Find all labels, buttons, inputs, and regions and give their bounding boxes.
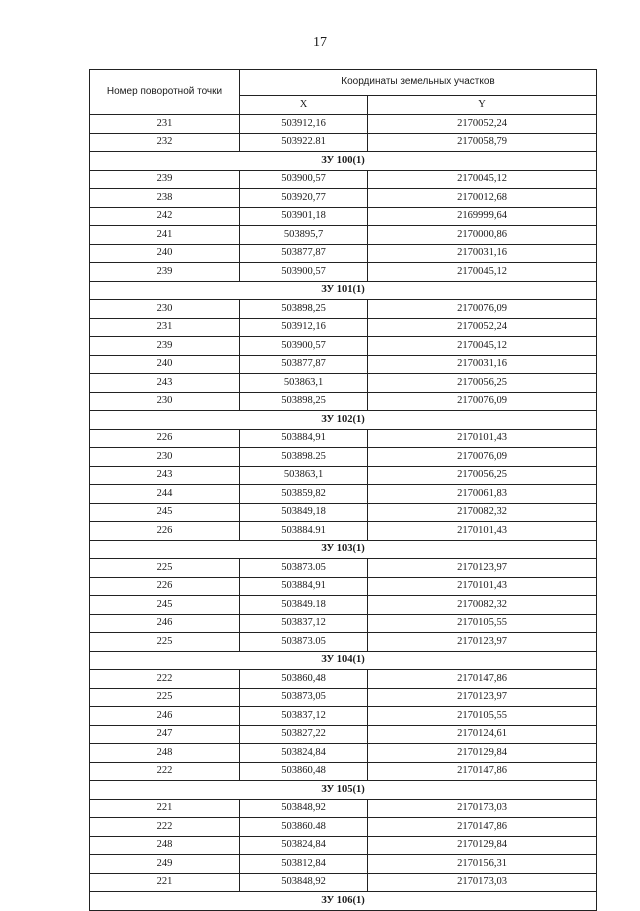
point-number-cell: 222 <box>90 762 240 781</box>
point-number-cell: 222 <box>90 670 240 689</box>
x-coordinate-cell: 503837,12 <box>240 614 368 633</box>
header-coordinates: Координаты земельных участков <box>240 70 597 96</box>
table-row <box>90 633 597 652</box>
y-coordinate-cell: 2170147,86 <box>368 762 597 781</box>
y-coordinate-cell: 2170105,55 <box>368 614 597 633</box>
page-number: 17 <box>313 35 327 50</box>
point-number-cell: 243 <box>90 374 240 393</box>
section-label: ЗУ 106(1) <box>90 892 597 911</box>
table-row <box>90 318 597 337</box>
y-coordinate-cell: 2170082,32 <box>368 596 597 615</box>
point-number-cell: 239 <box>90 170 240 189</box>
x-coordinate-cell: 503860,48 <box>240 762 368 781</box>
section-label: ЗУ 105(1) <box>90 781 597 800</box>
point-number-cell: 239 <box>90 263 240 282</box>
point-number-cell: 246 <box>90 614 240 633</box>
point-number-cell: 242 <box>90 207 240 226</box>
x-coordinate-cell: 503884.91 <box>240 522 368 541</box>
x-coordinate-cell: 503873.05 <box>240 633 368 652</box>
x-coordinate-cell: 503873,05 <box>240 688 368 707</box>
point-number-cell: 248 <box>90 744 240 763</box>
section-row <box>90 651 597 670</box>
table-header <box>90 70 597 115</box>
x-coordinate-cell: 503900,57 <box>240 263 368 282</box>
x-coordinate-cell: 503860,48 <box>240 670 368 689</box>
y-coordinate-cell: 2170123,97 <box>368 688 597 707</box>
y-coordinate-cell: 2170000,86 <box>368 226 597 245</box>
section-label: ЗУ 100(1) <box>90 152 597 171</box>
table-row <box>90 244 597 263</box>
x-coordinate-cell: 503912,16 <box>240 115 368 134</box>
y-coordinate-cell: 2170101,43 <box>368 429 597 448</box>
y-coordinate-cell: 2170147,86 <box>368 818 597 837</box>
y-coordinate-cell: 2170123,97 <box>368 633 597 652</box>
point-number-cell: 222 <box>90 818 240 837</box>
section-label: ЗУ 102(1) <box>90 411 597 430</box>
x-coordinate-cell: 503898.25 <box>240 448 368 467</box>
y-coordinate-cell: 2170031,16 <box>368 244 597 263</box>
point-number-cell: 244 <box>90 485 240 504</box>
point-number-cell: 230 <box>90 392 240 411</box>
y-coordinate-cell: 2170045,12 <box>368 337 597 356</box>
point-number-cell: 225 <box>90 633 240 652</box>
y-coordinate-cell: 2170147,86 <box>368 670 597 689</box>
point-number-cell: 245 <box>90 503 240 522</box>
y-coordinate-cell: 2170129,84 <box>368 836 597 855</box>
point-number-cell: 230 <box>90 448 240 467</box>
table-row <box>90 596 597 615</box>
point-number-cell: 232 <box>90 133 240 152</box>
table-row <box>90 670 597 689</box>
y-coordinate-cell: 2170012,68 <box>368 189 597 208</box>
table-body <box>90 115 597 911</box>
table-row <box>90 448 597 467</box>
point-number-cell: 221 <box>90 873 240 892</box>
x-coordinate-cell: 503898,25 <box>240 300 368 319</box>
x-coordinate-cell: 503849.18 <box>240 596 368 615</box>
x-coordinate-cell: 503837,12 <box>240 707 368 726</box>
table-row <box>90 818 597 837</box>
table-row <box>90 522 597 541</box>
table-row <box>90 300 597 319</box>
point-number-cell: 226 <box>90 522 240 541</box>
table-row <box>90 688 597 707</box>
table-row <box>90 485 597 504</box>
x-coordinate-cell: 503824,84 <box>240 744 368 763</box>
point-number-cell: 225 <box>90 559 240 578</box>
table-row <box>90 559 597 578</box>
section-row <box>90 540 597 559</box>
x-coordinate-cell: 503884,91 <box>240 577 368 596</box>
point-number-cell: 246 <box>90 707 240 726</box>
table-row <box>90 836 597 855</box>
y-coordinate-cell: 2169999,64 <box>368 207 597 226</box>
x-coordinate-cell: 503849,18 <box>240 503 368 522</box>
header-point-number: Номер поворотной точки <box>90 70 240 115</box>
x-coordinate-cell: 503920,77 <box>240 189 368 208</box>
y-coordinate-cell: 2170101,43 <box>368 522 597 541</box>
point-number-cell: 226 <box>90 429 240 448</box>
y-coordinate-cell: 2170076,09 <box>368 448 597 467</box>
point-number-cell: 247 <box>90 725 240 744</box>
table-row <box>90 429 597 448</box>
section-row <box>90 781 597 800</box>
table-row <box>90 189 597 208</box>
point-number-cell: 248 <box>90 836 240 855</box>
y-coordinate-cell: 2170031,16 <box>368 355 597 374</box>
x-coordinate-cell: 503848,92 <box>240 873 368 892</box>
section-row <box>90 281 597 300</box>
x-coordinate-cell: 503900,57 <box>240 170 368 189</box>
x-coordinate-cell: 503900,57 <box>240 337 368 356</box>
point-number-cell: 243 <box>90 466 240 485</box>
point-number-cell: 225 <box>90 688 240 707</box>
x-coordinate-cell: 503877,87 <box>240 355 368 374</box>
point-number-cell: 249 <box>90 855 240 874</box>
y-coordinate-cell: 2170129,84 <box>368 744 597 763</box>
table-row <box>90 614 597 633</box>
y-coordinate-cell: 2170061,83 <box>368 485 597 504</box>
header-x: X <box>240 95 368 114</box>
point-number-cell: 230 <box>90 300 240 319</box>
x-coordinate-cell: 503863,1 <box>240 374 368 393</box>
table-row <box>90 744 597 763</box>
x-coordinate-cell: 503863,1 <box>240 466 368 485</box>
x-coordinate-cell: 503877,87 <box>240 244 368 263</box>
point-number-cell: 221 <box>90 799 240 818</box>
section-row <box>90 152 597 171</box>
table-row <box>90 855 597 874</box>
y-coordinate-cell: 2170056,25 <box>368 374 597 393</box>
point-number-cell: 226 <box>90 577 240 596</box>
point-number-cell: 239 <box>90 337 240 356</box>
x-coordinate-cell: 503922.81 <box>240 133 368 152</box>
y-coordinate-cell: 2170082,32 <box>368 503 597 522</box>
point-number-cell: 231 <box>90 115 240 134</box>
x-coordinate-cell: 503824,84 <box>240 836 368 855</box>
table-row <box>90 207 597 226</box>
y-coordinate-cell: 2170124,61 <box>368 725 597 744</box>
x-coordinate-cell: 503895,7 <box>240 226 368 245</box>
coordinates-table <box>89 69 597 911</box>
table-row <box>90 707 597 726</box>
y-coordinate-cell: 2170105,55 <box>368 707 597 726</box>
x-coordinate-cell: 503873.05 <box>240 559 368 578</box>
section-label: ЗУ 104(1) <box>90 651 597 670</box>
point-number-cell: 231 <box>90 318 240 337</box>
x-coordinate-cell: 503860.48 <box>240 818 368 837</box>
section-label: ЗУ 103(1) <box>90 540 597 559</box>
point-number-cell: 245 <box>90 596 240 615</box>
x-coordinate-cell: 503848,92 <box>240 799 368 818</box>
table-row <box>90 577 597 596</box>
y-coordinate-cell: 2170045,12 <box>368 263 597 282</box>
y-coordinate-cell: 2170076,09 <box>368 392 597 411</box>
y-coordinate-cell: 2170076,09 <box>368 300 597 319</box>
table-row <box>90 503 597 522</box>
section-row <box>90 411 597 430</box>
y-coordinate-cell: 2170045,12 <box>368 170 597 189</box>
table-row <box>90 133 597 152</box>
y-coordinate-cell: 2170123,97 <box>368 559 597 578</box>
table-row <box>90 337 597 356</box>
y-coordinate-cell: 2170173,03 <box>368 799 597 818</box>
y-coordinate-cell: 2170056,25 <box>368 466 597 485</box>
section-label: ЗУ 101(1) <box>90 281 597 300</box>
table-row <box>90 263 597 282</box>
x-coordinate-cell: 503859,82 <box>240 485 368 504</box>
y-coordinate-cell: 2170052,24 <box>368 318 597 337</box>
table-row <box>90 725 597 744</box>
point-number-cell: 238 <box>90 189 240 208</box>
table-row <box>90 115 597 134</box>
table-row <box>90 392 597 411</box>
point-number-cell: 241 <box>90 226 240 245</box>
table-row <box>90 374 597 393</box>
header-y: Y <box>368 95 597 114</box>
x-coordinate-cell: 503884,91 <box>240 429 368 448</box>
point-number-cell: 240 <box>90 355 240 374</box>
y-coordinate-cell: 2170058,79 <box>368 133 597 152</box>
table-row <box>90 762 597 781</box>
y-coordinate-cell: 2170173,03 <box>368 873 597 892</box>
y-coordinate-cell: 2170156,31 <box>368 855 597 874</box>
point-number-cell: 240 <box>90 244 240 263</box>
x-coordinate-cell: 503898,25 <box>240 392 368 411</box>
x-coordinate-cell: 503827,22 <box>240 725 368 744</box>
table-row <box>90 226 597 245</box>
y-coordinate-cell: 2170052,24 <box>368 115 597 134</box>
table-row <box>90 466 597 485</box>
table-row <box>90 873 597 892</box>
x-coordinate-cell: 503812,84 <box>240 855 368 874</box>
y-coordinate-cell: 2170101,43 <box>368 577 597 596</box>
table-row <box>90 170 597 189</box>
x-coordinate-cell: 503912,16 <box>240 318 368 337</box>
table-row <box>90 799 597 818</box>
x-coordinate-cell: 503901,18 <box>240 207 368 226</box>
table-row <box>90 355 597 374</box>
